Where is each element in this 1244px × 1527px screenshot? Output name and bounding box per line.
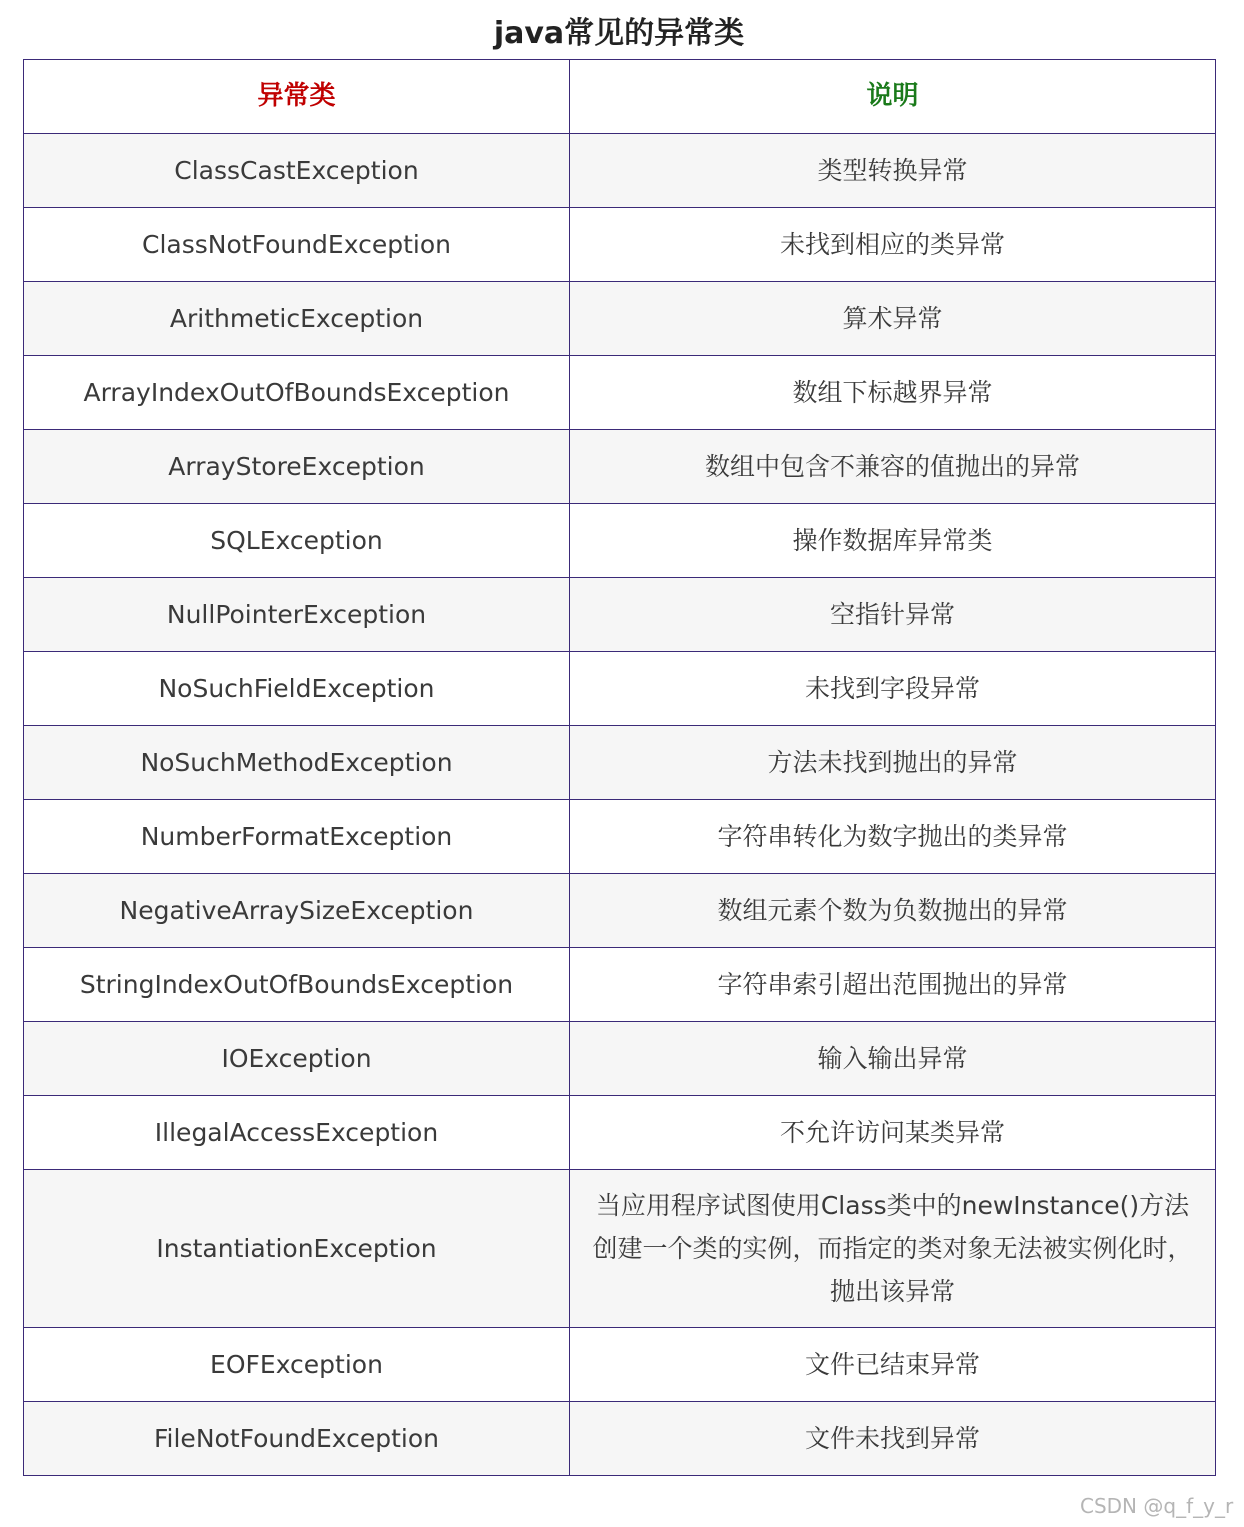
table-row — [24, 208, 1216, 282]
exception-class-cell: NullPointerException — [24, 578, 570, 652]
exception-class-cell: SQLException — [24, 504, 570, 578]
description-cell: 当应用程序试图使用Class类中的newInstance()方法创建一个类的实例，而指定的类对象无法被实例化时，抛出该异常 — [570, 1170, 1216, 1328]
table-row — [24, 504, 1216, 578]
description-cell: 数组下标越界异常 — [570, 356, 1216, 430]
table-row — [24, 800, 1216, 874]
table-row — [24, 134, 1216, 208]
description-cell: 未找到相应的类异常 — [570, 208, 1216, 282]
description-cell: 字符串转化为数字抛出的类异常 — [570, 800, 1216, 874]
exception-class-cell: IllegalAccessException — [24, 1096, 570, 1170]
exception-class-cell: ArithmeticException — [24, 282, 570, 356]
table-row — [24, 1328, 1216, 1402]
description-cell: 文件已结束异常 — [570, 1328, 1216, 1402]
table-row — [24, 948, 1216, 1022]
exception-class-cell: FileNotFoundException — [24, 1402, 570, 1476]
exception-class-cell: IOException — [24, 1022, 570, 1096]
exception-class-cell: NoSuchFieldException — [24, 652, 570, 726]
table-header-row — [24, 60, 1216, 134]
description-cell: 空指针异常 — [570, 578, 1216, 652]
description-cell: 算术异常 — [570, 282, 1216, 356]
table-row — [24, 652, 1216, 726]
exception-class-cell: NegativeArraySizeException — [24, 874, 570, 948]
exception-class-cell: ArrayStoreException — [24, 430, 570, 504]
description-cell: 方法未找到抛出的异常 — [570, 726, 1216, 800]
table-row — [24, 1022, 1216, 1096]
exception-class-cell: NumberFormatException — [24, 800, 570, 874]
exception-class-cell: NoSuchMethodException — [24, 726, 570, 800]
exception-class-cell: EOFException — [24, 1328, 570, 1402]
header-exception-class: 异常类 — [24, 60, 570, 134]
description-cell: 未找到字段异常 — [570, 652, 1216, 726]
exception-class-cell: ClassNotFoundException — [24, 208, 570, 282]
exception-class-cell: ArrayIndexOutOfBoundsException — [24, 356, 570, 430]
table-row — [24, 1170, 1216, 1328]
description-cell: 操作数据库异常类 — [570, 504, 1216, 578]
table-row — [24, 578, 1216, 652]
description-cell: 不允许访问某类异常 — [570, 1096, 1216, 1170]
watermark: CSDN @q_f_y_r — [1080, 1494, 1234, 1518]
exception-table — [23, 59, 1216, 1476]
description-cell: 数组元素个数为负数抛出的异常 — [570, 874, 1216, 948]
exception-class-cell: StringIndexOutOfBoundsException — [24, 948, 570, 1022]
table-row — [24, 874, 1216, 948]
description-cell: 字符串索引超出范围抛出的异常 — [570, 948, 1216, 1022]
table-row — [24, 356, 1216, 430]
description-cell: 类型转换异常 — [570, 134, 1216, 208]
page-title: java常见的异常类 — [493, 16, 745, 51]
table-row — [24, 1096, 1216, 1170]
description-cell: 输入输出异常 — [570, 1022, 1216, 1096]
table-row — [24, 430, 1216, 504]
exception-class-cell: ClassCastException — [24, 134, 570, 208]
table-row — [24, 726, 1216, 800]
exception-class-cell: InstantiationException — [24, 1170, 570, 1328]
table-row — [24, 282, 1216, 356]
description-cell: 文件未找到异常 — [570, 1402, 1216, 1476]
table-row — [24, 1402, 1216, 1476]
description-cell: 数组中包含不兼容的值抛出的异常 — [570, 430, 1216, 504]
header-description: 说明 — [570, 60, 1216, 134]
